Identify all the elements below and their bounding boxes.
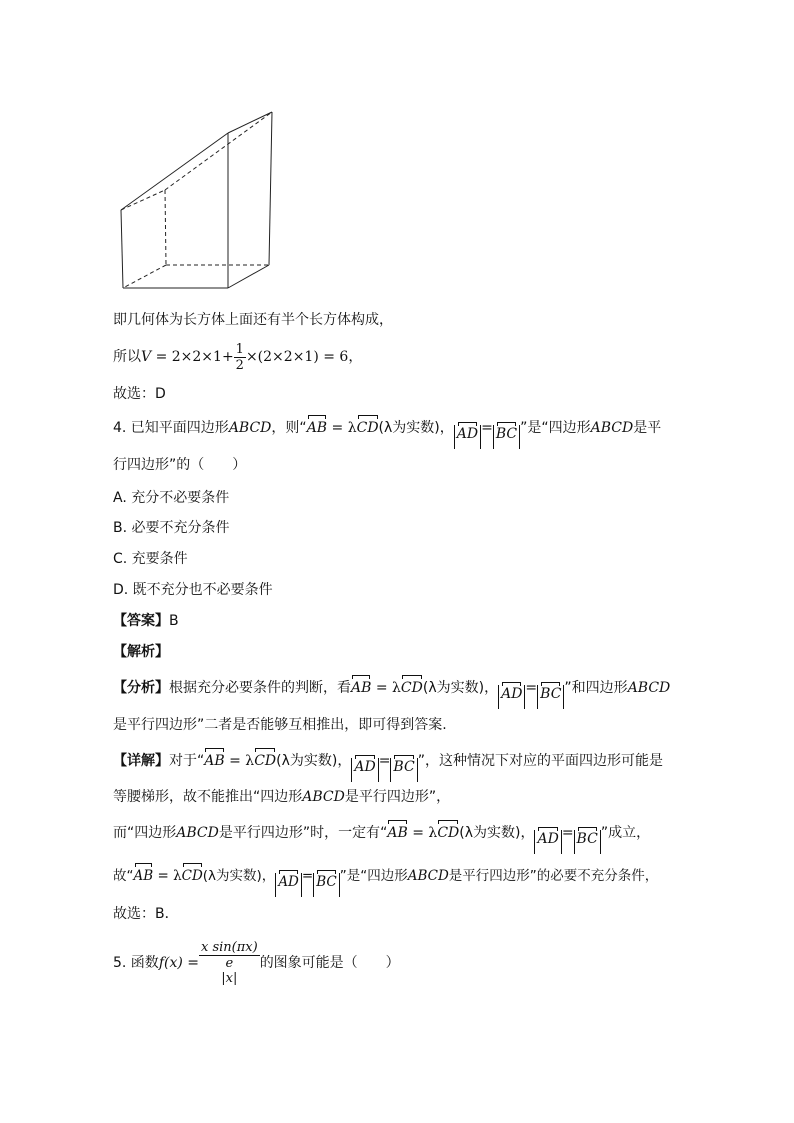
text: 而“四边形 — [113, 825, 177, 841]
figure-hidden-edge — [165, 190, 166, 265]
answer-line — [113, 611, 179, 631]
text: 是平行四边形”， — [344, 789, 451, 805]
analysis-heading — [113, 642, 169, 662]
text: = λ — [153, 868, 182, 884]
question-4-stem: 4. 已知平面四边形ABCD，则“AB = λCD(λ为实数)， AD = BC ”是“四边形ABCD是平 — [113, 418, 661, 449]
vector-ab: AB — [204, 753, 225, 769]
option-b-text: B. 必要不充分条件 — [113, 520, 230, 536]
text: (λ为实数)， — [378, 420, 454, 436]
vector-cd: CD — [356, 420, 379, 436]
option-a — [113, 488, 229, 508]
vector-bc: BC — [316, 874, 337, 890]
text: ”是“四边形 — [520, 420, 591, 436]
fenxi-line-1: 【分析】根据充分必要条件的判断，看AB = λCD(λ为实数)， AD = BC ”和四边形ABCD — [113, 678, 670, 709]
vector-ad: AD — [456, 426, 479, 442]
option-c — [113, 549, 188, 569]
vector-cd: CD — [400, 680, 423, 696]
abs-bc — [574, 830, 601, 854]
quad-name: ABCD — [627, 680, 671, 696]
vector-bc: BC — [495, 426, 518, 442]
option-d-text: D. 既不充分也不必要条件 — [113, 582, 273, 598]
vector-ad: AD — [537, 831, 559, 847]
abs-ad — [454, 425, 481, 449]
text: 等腰梯形，故不能推出“四边形 — [113, 789, 303, 805]
text: ”是“四边形 — [339, 868, 408, 884]
quad-name: ABCD — [228, 420, 272, 436]
geometry-solid-figure — [105, 100, 295, 300]
exponent: |x| — [221, 971, 238, 986]
abs-bc — [537, 685, 564, 709]
vector-ab: AB — [306, 420, 328, 436]
vector-ad: AD — [354, 759, 376, 775]
vector-bc: BC — [540, 686, 562, 702]
quad-name: ABCD — [590, 420, 634, 436]
vector-ab: AB — [351, 680, 372, 696]
figure-hidden-edge — [121, 190, 165, 210]
function-fraction — [199, 940, 260, 986]
text: 故“ — [113, 868, 134, 884]
option-b — [113, 518, 230, 538]
abs-ad — [275, 873, 302, 897]
fraction-numerator: 1 — [235, 341, 244, 357]
abs-bc — [313, 873, 340, 897]
text: 的图象可能是（ ） — [259, 955, 400, 971]
text: (λ为实数)， — [422, 680, 499, 696]
quad-name: ABCD — [176, 825, 219, 841]
figure-edge — [228, 265, 269, 288]
choose-line-4 — [113, 904, 179, 924]
vector-cd: CD — [181, 868, 203, 884]
text: = λ — [371, 680, 401, 696]
fraction-denominator: 2 — [235, 357, 244, 373]
text: 是平行四边形”的必要不充分条件， — [448, 868, 659, 884]
option-c-text: C. 充要条件 — [113, 551, 188, 567]
text: ”和四边形 — [564, 680, 628, 696]
text: 根据充分必要条件的判断，看 — [169, 680, 351, 696]
analysis-tag: 【解析】 — [113, 644, 169, 660]
text: 是平 — [633, 420, 662, 436]
text: 4. 已知平面四边形 — [113, 420, 229, 436]
detail-tag: 【详解】 — [113, 753, 169, 769]
fraction — [234, 342, 246, 373]
figure-edge — [121, 133, 228, 210]
figure-hidden-edge — [123, 265, 166, 288]
choose-text: 故选：D — [113, 386, 166, 402]
choose-text: 故选：B． — [113, 906, 179, 922]
formula-prefix: 所以 — [113, 349, 141, 365]
text: ”成立， — [600, 825, 651, 841]
text: 是平行四边形”时，一定有“ — [218, 825, 388, 841]
question-4-stem-cont — [113, 455, 246, 475]
text: (λ为实数)， — [276, 753, 352, 769]
volume-symbol: V — [141, 349, 152, 365]
text: 5. 函数 — [113, 955, 159, 971]
text: 行四边形”的（ ） — [113, 457, 247, 473]
fenxi-line-2 — [113, 715, 447, 735]
explanation-text: 即几何体为长方体上面还有半个长方体构成， — [113, 312, 393, 328]
vector-bc: BC — [393, 759, 415, 775]
detail-line-4: 故“AB = λCD(λ为实数)， AD = BC ”是“四边形ABCD是平行四边形”的必要不充分条件， — [113, 866, 658, 897]
option-d — [113, 580, 273, 600]
answer-value: B — [169, 613, 179, 629]
function-name: f(x) = — [158, 955, 199, 971]
figure-edge — [269, 112, 272, 265]
fraction-numerator: x sin(πx) — [201, 940, 258, 955]
formula-part: ×(2×2×1) = 6 — [245, 349, 349, 365]
fraction-denominator — [199, 956, 260, 986]
quad-name: ABCD — [302, 789, 345, 805]
fenxi-tag: 【分析】 — [113, 680, 169, 696]
text: = λ — [327, 420, 357, 436]
text: = λ — [224, 753, 255, 769]
text: e — [225, 956, 234, 971]
vector-ad: AD — [501, 686, 523, 702]
text: ，则“ — [271, 420, 307, 436]
detail-line-3: 而“四边形ABCD是平行四边形”时，一定有“AB = λCD(λ为实数)， AD = BC ”成立， — [113, 823, 650, 854]
abs-ad — [534, 830, 561, 854]
vector-ab: AB — [133, 868, 154, 884]
quad-name: ABCD — [407, 868, 449, 884]
abs-ad — [351, 758, 378, 782]
vector-cd: CD — [437, 825, 460, 841]
detail-line-2 — [113, 787, 450, 807]
explanation-line — [113, 310, 393, 330]
formula-end: ， — [348, 349, 363, 365]
text: 对于“ — [169, 753, 205, 769]
answer-tag: 【答案】 — [113, 613, 169, 629]
option-a-text: A. 充分不必要条件 — [113, 490, 230, 506]
vector-bc: BC — [576, 831, 598, 847]
figure-edge — [121, 210, 123, 288]
text: = λ — [407, 825, 438, 841]
formula-part: = 2×2×1+ — [151, 349, 234, 365]
choose-line — [113, 384, 166, 404]
abs-ad — [498, 685, 525, 709]
vector-ab: AB — [387, 825, 408, 841]
question-5-stem — [113, 940, 400, 986]
figure-hidden-edge — [165, 112, 272, 190]
abs-bc — [390, 758, 417, 782]
detail-line-1: 【详解】对于“AB = λCD(λ为实数)， AD = BC ”，这种情况下对应的平面四边形可能是 — [113, 751, 663, 782]
volume-formula — [113, 340, 362, 376]
text: 是平行四边形”二者是否能够互相推出，即可得到答案. — [113, 717, 447, 733]
abs-bc — [493, 425, 520, 449]
text: ”，这种情况下对应的平面四边形可能是 — [417, 753, 663, 769]
vector-cd: CD — [254, 753, 277, 769]
text: (λ为实数)， — [202, 868, 276, 884]
vector-ad: AD — [278, 874, 299, 890]
text: (λ为实数)， — [459, 825, 535, 841]
figure-edge — [228, 112, 272, 133]
